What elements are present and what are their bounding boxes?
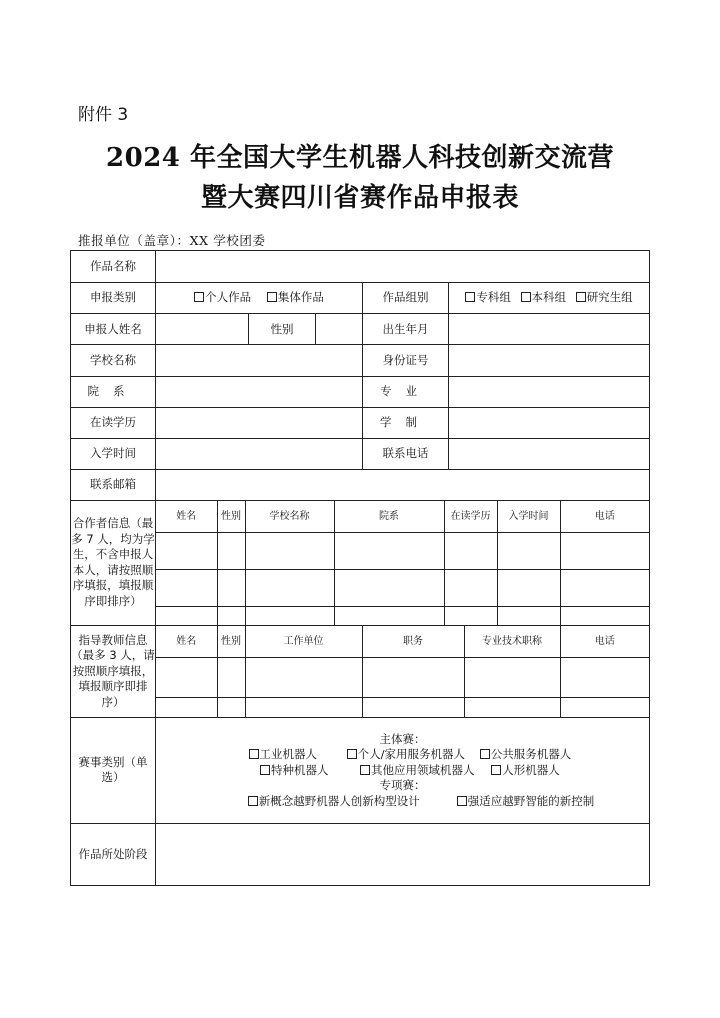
partners-label: 合作者信息（最多 7 人，均为学生，不含申报人本人，请按照顺序填报，填报顺序即排序） [71, 501, 156, 626]
option-home-service-robot[interactable] [332, 747, 480, 763]
table-row [156, 658, 649, 698]
birth-field[interactable] [449, 314, 650, 345]
option-other-robot[interactable] [343, 763, 491, 779]
application-form [70, 250, 650, 886]
option-label: 特种机器人 [271, 762, 329, 777]
option-label: 研究生组 [586, 290, 633, 305]
id-number-field[interactable] [449, 345, 650, 376]
enroll-field[interactable] [156, 438, 363, 469]
work-group-option-college[interactable] [465, 290, 511, 306]
teacher-header-name: 姓名 [156, 626, 217, 658]
option-label: 公共服务机器人 [490, 747, 572, 762]
main-competition-title: 主体赛： [379, 731, 426, 746]
checkbox-icon [248, 796, 258, 806]
teachers-grid-cell [156, 625, 650, 717]
partner-header-gender: 性别 [217, 501, 245, 532]
teacher-header-position: 职务 [362, 626, 464, 658]
teacher-header-gender: 性别 [217, 626, 245, 658]
apply-type-option-group[interactable] [267, 290, 324, 306]
table-row [156, 697, 649, 717]
option-offroad-design[interactable] [211, 794, 457, 810]
partner-header-school: 学校名称 [245, 501, 334, 532]
table-row [156, 569, 649, 606]
enroll-label: 入学时间 [71, 438, 156, 469]
checkbox-icon [249, 749, 259, 759]
option-label: 新概念越野机器人创新构型设计 [258, 793, 420, 808]
option-label: 本科组 [531, 290, 567, 305]
teacher-header-employer: 工作单位 [245, 626, 362, 658]
work-name-field[interactable] [156, 251, 650, 283]
option-label: 个人/家用服务机器人 [357, 747, 465, 762]
table-row [156, 532, 649, 569]
partner-header-phone: 电话 [560, 501, 649, 532]
recommending-unit: 推报单位（盖章）：XX 学校团委 [78, 233, 266, 248]
applicant-name-label: 申报人姓名 [71, 314, 156, 345]
checkbox-icon [480, 749, 490, 759]
option-label: 其他应用领域机器人 [371, 762, 475, 777]
option-special-robot[interactable] [245, 763, 343, 779]
option-label: 强适应越野智能的新控制 [467, 793, 595, 808]
partners-table [156, 501, 649, 625]
option-label: 专科组 [476, 290, 511, 305]
education-field[interactable] [156, 407, 363, 438]
gender-field[interactable] [316, 314, 363, 345]
teacher-header-phone: 电话 [560, 626, 649, 658]
partner-header-education: 在读学历 [444, 501, 497, 532]
attachment-label: 附件 3 [78, 105, 129, 125]
checkbox-icon [194, 292, 204, 302]
partner-header-name: 姓名 [156, 501, 217, 532]
department-field[interactable] [156, 376, 363, 407]
teachers-label: 指导教师信息（最多 3 人，请按照顺序填报，填报顺序即排序） [71, 625, 156, 717]
option-offroad-control[interactable] [457, 794, 595, 808]
checkbox-icon [267, 292, 277, 302]
major-field[interactable] [449, 376, 650, 407]
work-group-options [449, 283, 650, 314]
checkbox-icon [457, 796, 467, 806]
duration-field[interactable] [449, 407, 650, 438]
gender-label: 性别 [249, 314, 316, 345]
apply-type-options [156, 283, 363, 314]
major-label: 专业 [363, 376, 449, 407]
id-number-label: 身份证号 [363, 345, 449, 376]
partner-header-enroll: 入学时间 [497, 501, 560, 532]
school-label: 学校名称 [71, 345, 156, 376]
option-label: 集体作品 [277, 290, 324, 305]
work-group-option-undergrad[interactable] [521, 290, 567, 306]
table-row [156, 606, 649, 625]
checkbox-icon [576, 292, 586, 302]
apply-type-option-individual[interactable] [194, 290, 251, 306]
option-label: 人形机器人 [502, 762, 560, 777]
competition-label: 赛事类别（单选） [71, 718, 156, 823]
competition-options [156, 718, 650, 823]
email-label: 联系邮箱 [71, 469, 156, 500]
partners-grid-cell [156, 501, 650, 626]
teacher-header-title: 专业技术职称 [464, 626, 560, 658]
partner-header-dept: 院系 [334, 501, 444, 532]
stage-label: 作品所处阶段 [71, 823, 156, 885]
duration-label: 学制 [363, 407, 449, 438]
email-field[interactable] [156, 469, 650, 500]
title-line-2: 暨大赛四川省赛作品申报表 [200, 183, 519, 213]
school-field[interactable] [156, 345, 363, 376]
title-line-1: 2024 年全国大学生机器人科技创新交流营 [106, 143, 614, 173]
checkbox-icon [360, 765, 370, 775]
special-competition-title: 专项赛： [379, 778, 426, 793]
birth-label: 出生年月 [363, 314, 449, 345]
option-label: 个人作品 [205, 290, 252, 305]
option-humanoid-robot[interactable] [491, 763, 560, 777]
work-group-label: 作品组别 [363, 283, 449, 314]
checkbox-icon [521, 292, 531, 302]
education-label: 在读学历 [71, 407, 156, 438]
apply-type-label: 申报类别 [71, 283, 156, 314]
checkbox-icon [465, 292, 475, 302]
checkbox-icon [491, 765, 501, 775]
checkbox-icon [260, 765, 270, 775]
option-public-service-robot[interactable] [480, 747, 572, 761]
stage-field[interactable] [156, 823, 650, 885]
department-label: 院系 [71, 376, 156, 407]
phone-label: 联系电话 [363, 438, 449, 469]
applicant-name-field[interactable] [156, 314, 249, 345]
work-name-label: 作品名称 [71, 251, 156, 283]
option-industrial-robot[interactable] [234, 747, 332, 763]
checkbox-icon [347, 749, 357, 759]
option-label: 工业机器人 [259, 747, 318, 762]
phone-field[interactable] [449, 438, 650, 469]
work-group-option-graduate[interactable] [576, 290, 633, 306]
teachers-table [156, 626, 649, 717]
